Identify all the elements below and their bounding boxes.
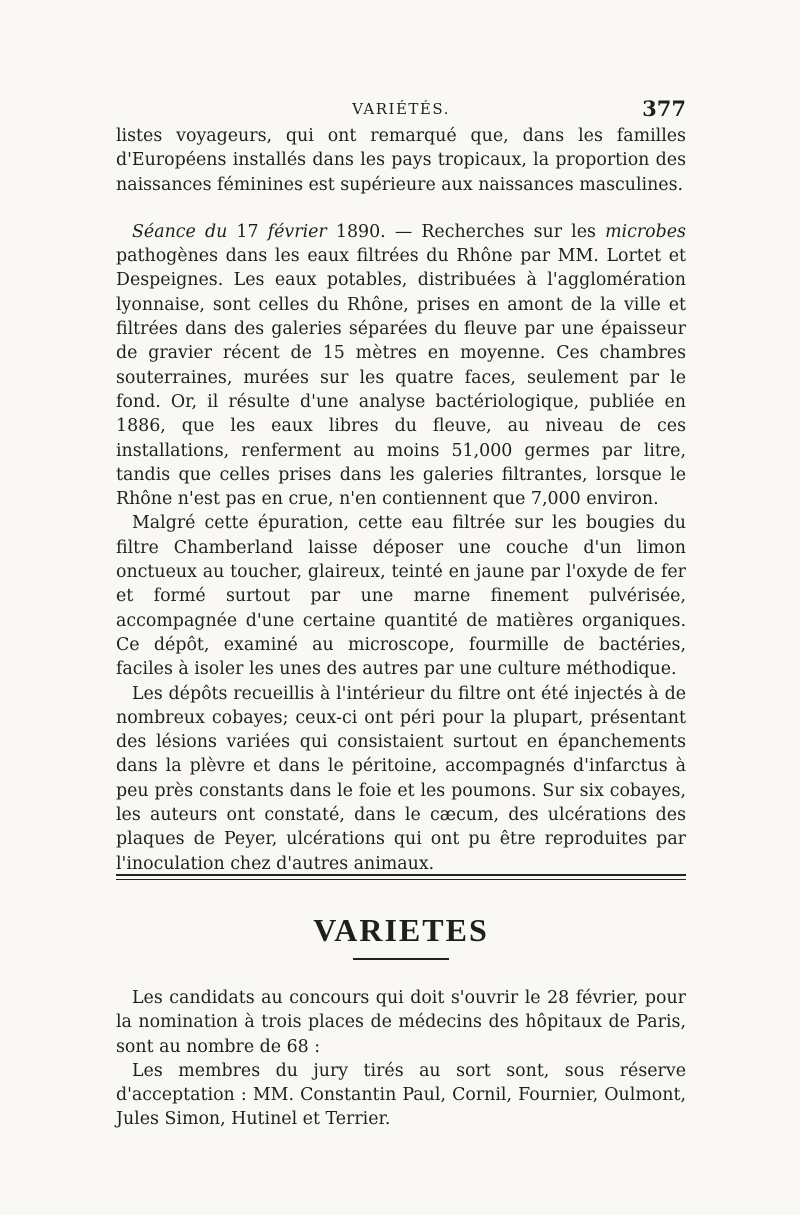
paragraph-depots: Les dépôts recueillis à l'intérieur du filtre ont été injectés à de nombreux cobayes; ceux-ci ont péri pour la plupart, présentant des lésions variées qui consistaient surtout en épanchements dans la plèvre et dans le péritoine, accompagnés d'infarctus à peu près constants dans le foie et les poumons. Sur six cobayes, les auteurs ont constaté, dans le cæcum, des ulcérations des plaques de Peyer, ulcérations qui ont pu être reproduites par l'inoculation chez d'autres animaux. — [116, 683, 686, 874]
paragraph-continuation: listes voyageurs, qui ont remarqué que, dans les familles d'Européens installés dans les pays tropicaux, la proportion des naissances féminines est supérieure aux naissances masculines. — [116, 126, 686, 195]
seance-text: pathogènes dans les eaux filtrées du Rhône par MM. Lortet et Despeignes. Les eaux potables, distribuées à l'agglomération lyonnaise, sont celles du Rhône, prises en amont de la ville et filtrées dans des galeries séparées du fleuve par une épaisseur de gravier récent de 15 mètres en moyenne. Ces chambres souterraines, murées sur les quatre faces, seulement par le fond. Or, il résulte d'une analyse bactériologique, publiée en 1886, que les eaux libres du fleuve, au niveau de ces installations, renferment au moins 51,000 germes par litre, tandis que celles prises dans les galeries filtrantes, lorsque le Rhône n'est pas en crue, n'en contiennent que 7,000 environ. — [116, 246, 686, 510]
seance-day: 17 — [236, 221, 259, 242]
section-divider — [116, 874, 686, 884]
section-heading: VARIETES — [313, 912, 489, 948]
divider-thick-rule — [116, 874, 686, 876]
paragraph-seance — [116, 220, 686, 512]
heading-underline — [353, 958, 449, 960]
paragraph-gap — [116, 197, 686, 220]
running-title: VARIÉTÉS. — [352, 100, 450, 118]
article-body — [116, 124, 686, 876]
page-number: 377 — [642, 96, 686, 121]
divider-thin-rule — [116, 879, 686, 880]
running-header — [116, 96, 686, 122]
paragraph-epuration: Malgré cette épuration, cette eau filtrée sur les bougies du filtre Chamberland laisse déposer une couche d'un limon onctueux au toucher, glaireux, teinté en jaune par l'oxyde de fer et formé surtout par une marne finement pulvérisée, accompagnée d'une certaine quantité de matières organiques. Ce dépôt, examiné au microscope, fourmille de bactéries, faciles à isoler les unes des autres par une culture méthodique. — [116, 513, 686, 680]
paragraph-candidats: Les candidats au concours qui doit s'ouvrir le 28 février, pour la nomination à trois places de médecins des hôpitaux de Paris, sont au nombre de 68 : — [116, 988, 686, 1057]
section-body — [116, 986, 686, 1132]
paragraph-jury: Les membres du jury tirés au sort sont, sous réserve d'acceptation : MM. Constantin Paul, Cornil, Fournier, Oulmont, Jules Simon, Hutinel et Terrier. — [116, 1060, 686, 1130]
seance-label: Séance du — [132, 221, 228, 242]
microbes-word: microbes — [605, 221, 686, 242]
seance-month: février — [267, 221, 327, 242]
seance-year-heading: 1890. — Recherches sur les — [335, 221, 596, 242]
